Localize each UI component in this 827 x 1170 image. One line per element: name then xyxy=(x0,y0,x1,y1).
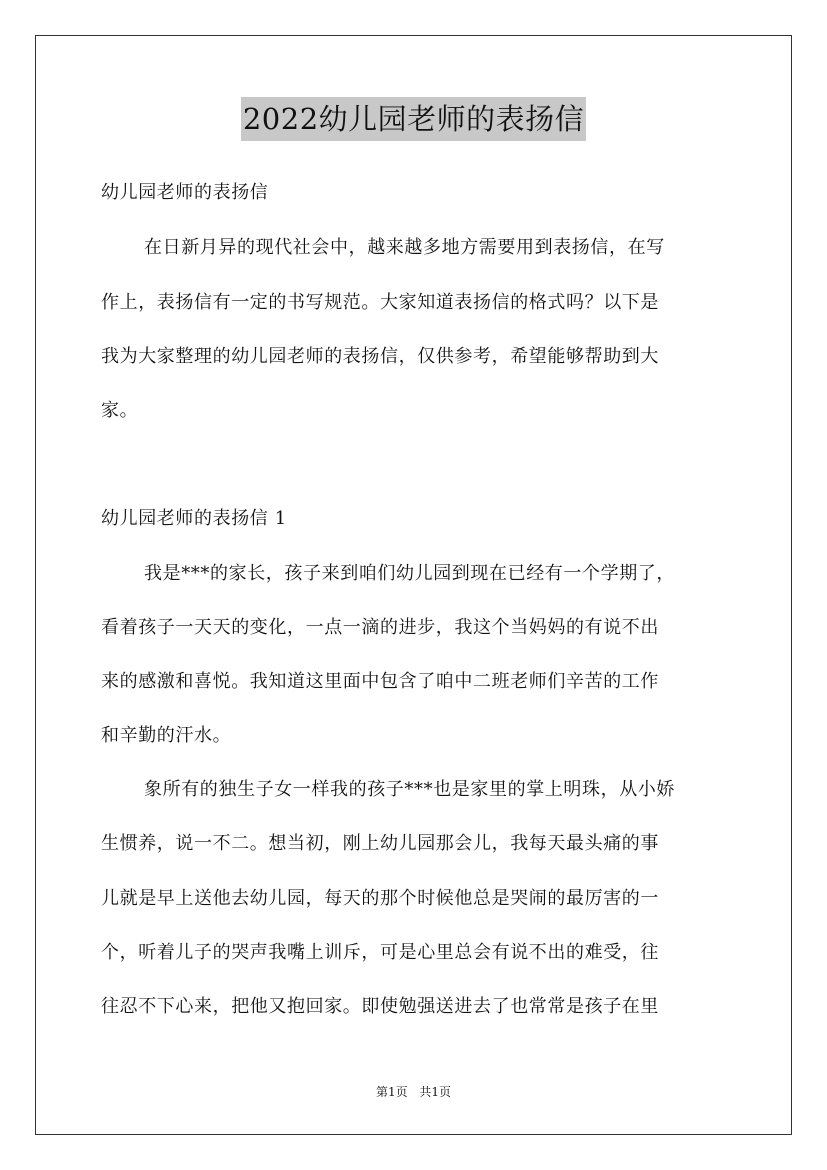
paragraph-line: 往忍不下心来，把他又抱回家。即使勉强送进去了也常常是孩子在里 xyxy=(101,996,659,1017)
title-container xyxy=(0,97,827,141)
section-heading: 幼儿园老师的表扬信 xyxy=(101,182,269,203)
paragraph-line: 来的感激和喜悦。我知道这里面中包含了咱中二班老师们辛苦的工作 xyxy=(101,671,659,692)
paragraph-line: 象所有的独生子女一样我的孩子***也是家里的掌上明珠，从小娇 xyxy=(144,779,675,800)
paragraph-line: 看着孩子一天天的变化，一点一滴的进步，我这个当妈妈的有说不出 xyxy=(101,617,659,638)
paragraph-line: 作上，表扬信有一定的书写规范。大家知道表扬信的格式吗？以下是 xyxy=(101,292,659,313)
page-number: 第1页 xyxy=(375,1085,408,1099)
page-total: 共1页 xyxy=(419,1085,452,1099)
paragraph-line: 生惯养，说一不二。想当初，刚上幼儿园那会儿，我每天最头痛的事 xyxy=(101,833,659,854)
paragraph-line: 我是***的家长，孩子来到咱们幼儿园到现在已经有一个学期了， xyxy=(144,563,675,584)
paragraph-line: 在日新月异的现代社会中，越来越多地方需要用到表扬信，在写 xyxy=(144,237,665,258)
section-heading: 幼儿园老师的表扬信 1 xyxy=(101,508,287,529)
page-footer xyxy=(0,1084,827,1100)
paragraph-line: 和辛勤的汗水。 xyxy=(101,725,232,746)
paragraph-line: 我为大家整理的幼儿园老师的表扬信，仅供参考，希望能够帮助到大 xyxy=(101,346,659,367)
paragraph-line: 儿就是早上送他去幼儿园，每天的那个时候他总是哭闹的最厉害的一 xyxy=(101,888,659,909)
paragraph-line: 家。 xyxy=(101,400,139,421)
document-title: 2022幼儿园老师的表扬信 xyxy=(241,97,586,141)
paragraph-line: 个，听着儿子的哭声我嘴上训斥，可是心里总会有说不出的难受，往 xyxy=(101,942,659,963)
